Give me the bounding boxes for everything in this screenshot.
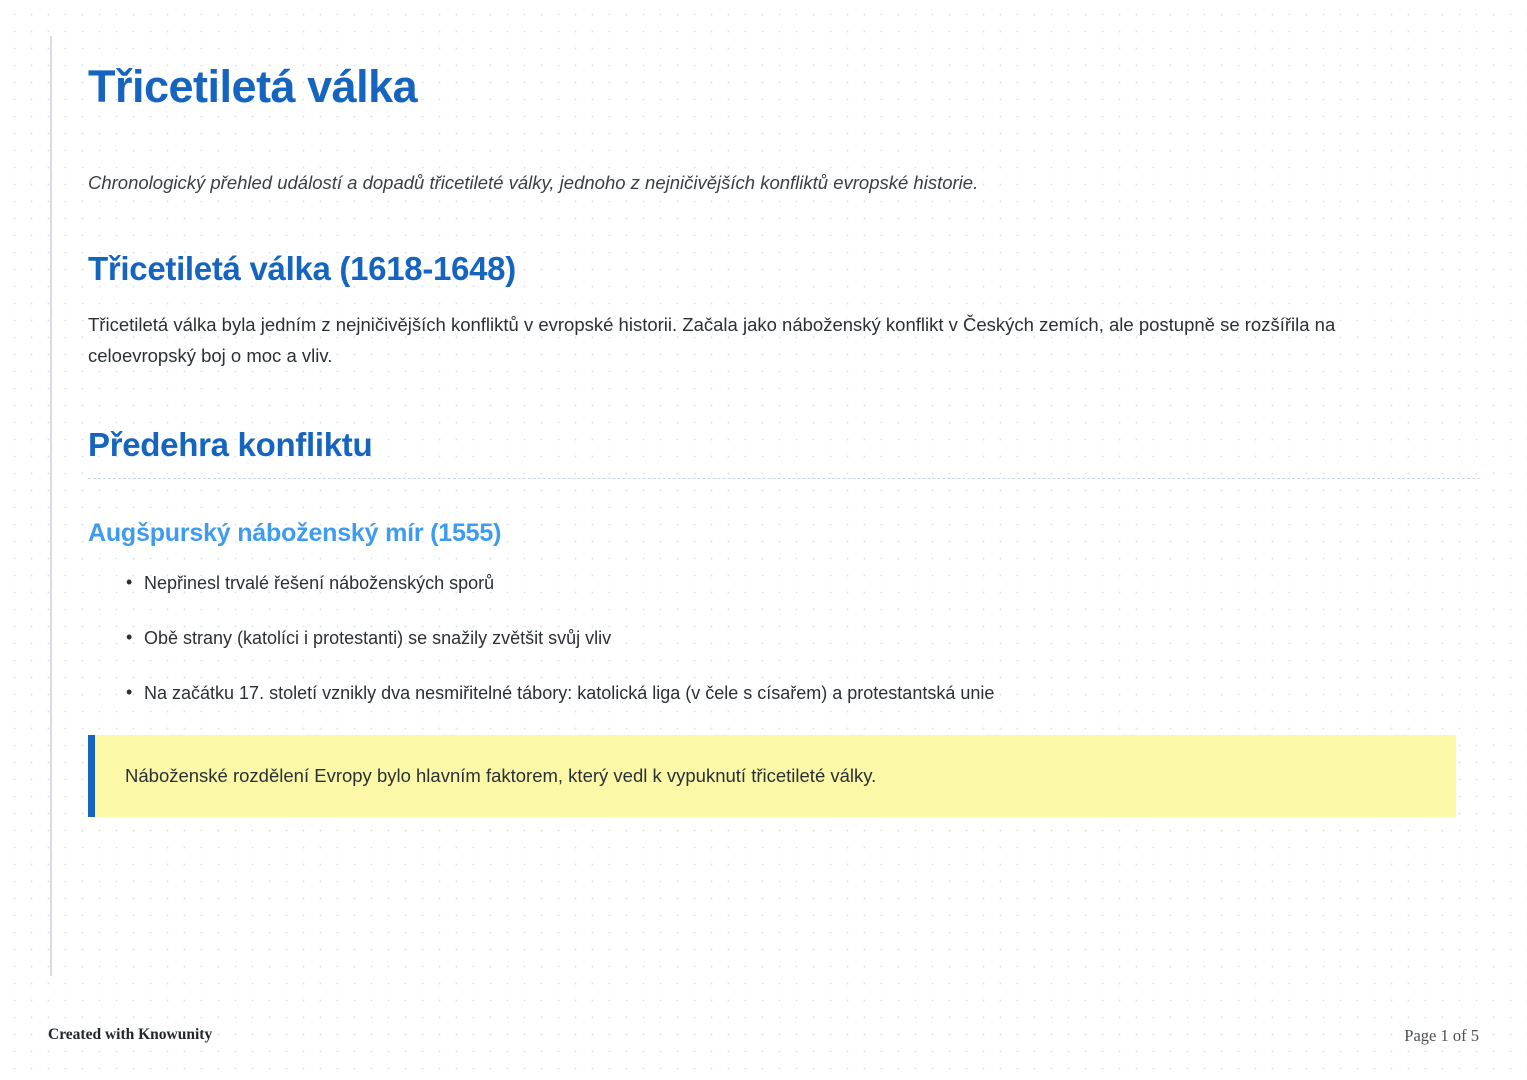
footer-page-number: Page 1 of 5 [1404, 1026, 1479, 1045]
document-subtitle: Chronologický přehled událostí a dopadů třicetileté války, jednoho z nejničivějších konfliktů evropské historie. [88, 171, 979, 193]
bullet-list-augsburg [88, 570, 1480, 707]
section-paragraph-war: Třicetiletá válka byla jedním z nejničivějších konfliktů v evropské historii. Začala jako náboženský konflikt v Českých zemích, ale postupně se rozšířila na celoevropský boj o moc a vliv. [88, 314, 1336, 366]
subsection-heading-augsburg: Augšpurský náboženský mír (1555) [88, 519, 502, 548]
section-heading-war: Třicetiletá válka (1618-1648) [88, 250, 516, 288]
footer-attribution: Created with Knowunity [48, 1026, 213, 1043]
document-content [50, 36, 1480, 976]
page-footer [0, 1006, 1527, 1080]
page-title: Třicetiletá válka [88, 61, 418, 112]
list-item: • Nepřinesl trvalé řešení náboženských sporů [126, 570, 1480, 597]
list-item: • Obě strany (katolíci i protestanti) se snažily zvětšit svůj vliv [126, 625, 1480, 652]
callout-box: Náboženské rozdělení Evropy bylo hlavním faktorem, který vedl k vypuknutí třicetileté války. [88, 735, 1456, 817]
section-heading-prelude: Předehra konfliktu [88, 426, 1480, 479]
list-item: • Na začátku 17. století vznikly dva nesmiřitelné tábory: katolická liga (v čele s císařem) a protestantská unie [126, 680, 1480, 707]
